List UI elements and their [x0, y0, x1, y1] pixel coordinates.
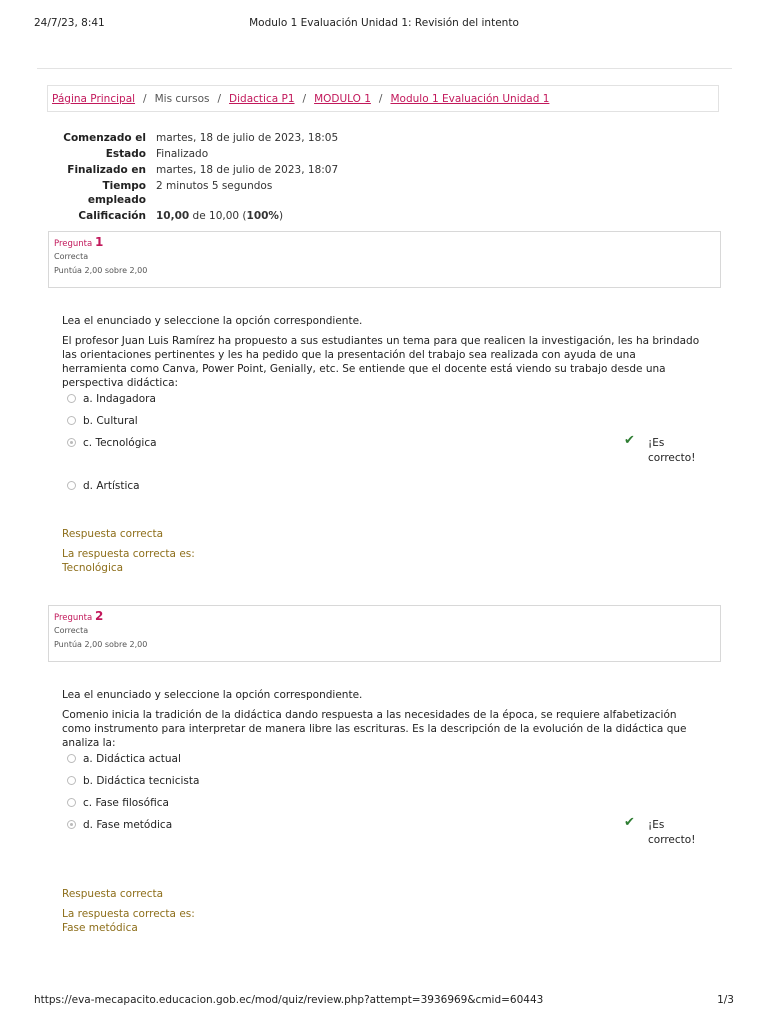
print-title: Modulo 1 Evaluación Unidad 1: Revisión del intento: [249, 17, 519, 29]
right-answer-label: La respuesta correcta es:: [62, 908, 195, 920]
check-icon: ✔: [624, 815, 635, 830]
breadcrumb-separator: /: [378, 93, 383, 105]
right-answer: Tecnológica: [62, 562, 124, 574]
right-answer-label: La respuesta correcta es:: [62, 548, 195, 560]
right-answer: Fase metódica: [62, 922, 138, 934]
answer-option[interactable]: [67, 752, 707, 774]
question-points: Puntúa 2,00 sobre 2,00: [54, 640, 148, 649]
answer-option[interactable]: [67, 774, 707, 796]
answer-label: b. Cultural: [83, 415, 138, 427]
question-body: El profesor Juan Luis Ramírez ha propuesto a sus estudiantes un tema para que realicen la investigación, les ha brindado las orientaciones pertinentes y les ha pedido que la presentación del trabajo sea realizada con ayuda de una herramienta como Canva, Power Point, Genially, etc. Se entiende que el docente está viendo su trabajo desde una perspectiva didáctica:: [62, 335, 700, 389]
question-body: Comenio inicia la tradición de la didáctica dando respuesta a las necesidades de la época, se requiere alfabetización como instrumento para interpretar de manera libre las escrituras. Es la descripción de la evolución de la didáctica que analiza la:: [62, 709, 687, 749]
attempt-summary: [52, 131, 338, 225]
outcome-text: Respuesta correcta: [62, 888, 164, 900]
breadcrumb-my-courses[interactable]: Mis cursos: [154, 93, 210, 105]
question-1-text: [62, 314, 702, 396]
question-2-text: [62, 688, 702, 756]
answer-option[interactable]: [67, 796, 707, 818]
breadcrumb: [47, 85, 719, 112]
check-icon: ✔: [624, 433, 635, 448]
answer-option[interactable]: [67, 392, 707, 414]
question-number: Pregunta 2: [54, 609, 104, 623]
question-intro: Lea el enunciado y seleccione la opción correspondiente.: [62, 315, 363, 327]
radio-icon[interactable]: [67, 481, 76, 490]
answer-label: c. Fase filosófica: [83, 797, 169, 809]
finished-value: martes, 18 de julio de 2023, 18:07: [156, 164, 339, 176]
question-number: Pregunta 1: [54, 235, 104, 249]
print-date: 24/7/23, 8:41: [34, 17, 105, 29]
answer-feedback: ¡Es correcto!: [648, 819, 696, 846]
radio-icon[interactable]: [67, 394, 76, 403]
answer-option-selected[interactable]: [67, 815, 707, 861]
answer-label: a. Indagadora: [83, 393, 156, 405]
state-value: Finalizado: [156, 148, 209, 160]
started-label: Comenzado el: [63, 132, 146, 144]
grade-value: 10,00 de 10,00 (100%): [156, 210, 284, 222]
answer-label: a. Didáctica actual: [83, 753, 181, 765]
answer-label: c. Tecnológica: [83, 437, 157, 449]
question-2-outcome: [62, 887, 195, 935]
answer-option[interactable]: [67, 479, 707, 501]
answer-label: b. Didáctica tecnicista: [83, 775, 200, 787]
state-label: Estado: [105, 148, 146, 160]
radio-icon[interactable]: [67, 776, 76, 785]
radio-icon[interactable]: [67, 754, 76, 763]
question-1-answers: [67, 392, 707, 501]
started-value: martes, 18 de julio de 2023, 18:05: [156, 132, 339, 144]
finished-label: Finalizado en: [67, 164, 146, 176]
breadcrumb-separator: /: [143, 93, 147, 105]
question-points: Puntúa 2,00 sobre 2,00: [54, 266, 148, 275]
breadcrumb-module[interactable]: MODULO 1: [314, 93, 371, 105]
outcome-text: Respuesta correcta: [62, 528, 164, 540]
answer-label: d. Artística: [83, 480, 140, 492]
breadcrumb-separator: /: [217, 93, 222, 105]
breadcrumb-quiz[interactable]: Modulo 1 Evaluación Unidad 1: [390, 93, 550, 105]
breadcrumb-course[interactable]: Didactica P1: [229, 93, 295, 105]
question-1-outcome: [62, 527, 195, 575]
page-url: https://eva-mecapacito.educacion.gob.ec/mod/quiz/review.php?attempt=3936969&cmid=60443: [34, 994, 544, 1006]
answer-label: d. Fase metódica: [83, 819, 173, 831]
question-intro: Lea el enunciado y seleccione la opción correspondiente.: [62, 689, 363, 701]
time-value: 2 minutos 5 segundos: [156, 180, 273, 192]
breadcrumb-separator: /: [302, 93, 307, 105]
answer-feedback: ¡Es correcto!: [648, 437, 696, 464]
radio-icon[interactable]: [67, 820, 76, 829]
breadcrumb-home[interactable]: Página Principal: [52, 93, 136, 105]
answer-option[interactable]: [67, 414, 707, 436]
page-number: 1/3: [717, 994, 734, 1006]
answer-option-selected[interactable]: [67, 433, 707, 479]
question-2-info: [48, 605, 721, 662]
radio-icon[interactable]: [67, 438, 76, 447]
time-label: Tiempo empleado: [87, 180, 146, 206]
radio-icon[interactable]: [67, 416, 76, 425]
grade-label: Calificación: [78, 210, 146, 222]
question-2-answers: [67, 752, 707, 861]
question-status: Correcta: [54, 626, 89, 635]
radio-icon[interactable]: [67, 798, 76, 807]
question-status: Correcta: [54, 252, 89, 261]
question-1-info: [48, 231, 721, 288]
divider: [37, 68, 732, 69]
